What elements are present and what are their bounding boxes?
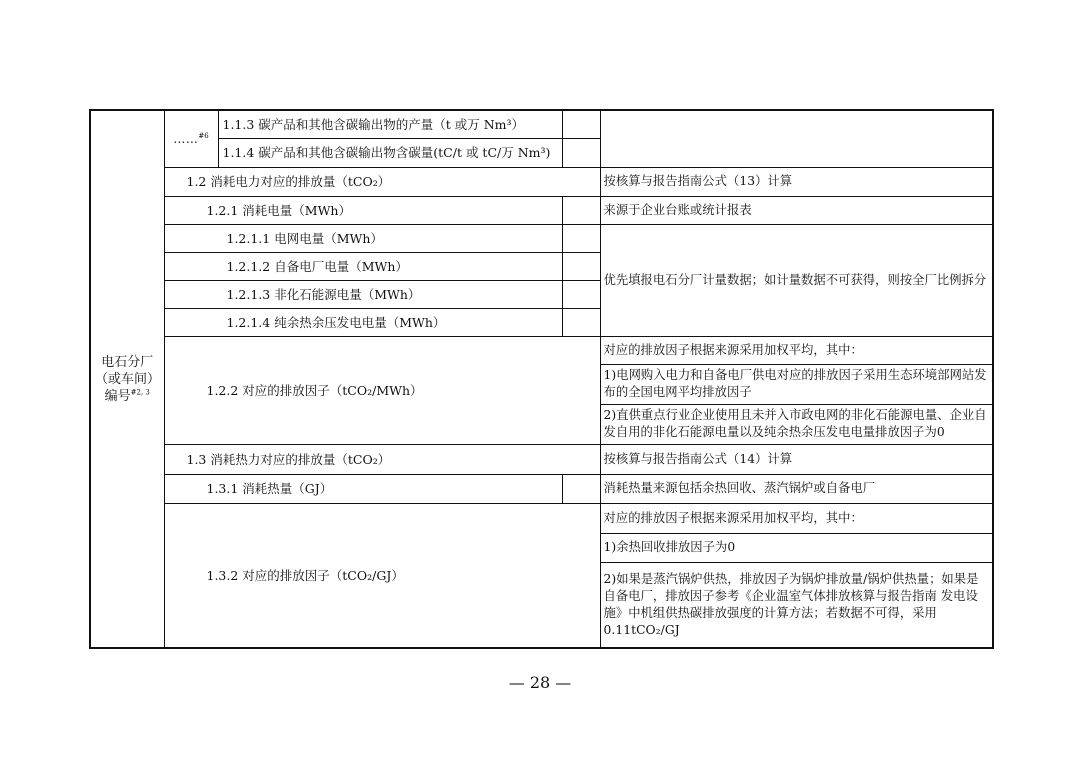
ellipsis-cell xyxy=(164,110,218,167)
emission-data-table xyxy=(89,109,994,649)
item-1-3-1: 1.3.1 消耗热量（GJ） xyxy=(164,474,562,503)
note-cell xyxy=(600,110,993,167)
value-cell[interactable] xyxy=(562,110,600,138)
item-1-2-1-4: 1.2.1.4 纯余热余压发电电量（MWh） xyxy=(164,308,562,336)
table-row xyxy=(90,110,993,138)
note-1-3-2-b: 1)余热回收排放因子为0 xyxy=(600,533,993,562)
note-1-2: 按核算与报告指南公式（13）计算 xyxy=(600,167,993,196)
note-1-2-2-b: 1)电网购入电力和自备电厂供电对应的排放因子采用生态环境部网站发布的全国电网平均排放因子 xyxy=(600,364,993,404)
side-label-line-1: 电石分厂 xyxy=(101,354,154,370)
value-cell[interactable] xyxy=(562,474,600,503)
side-label-cell xyxy=(90,110,164,648)
note-1-2-1: 来源于企业台账或统计报表 xyxy=(600,196,993,224)
side-label-line-2: （或车间） xyxy=(95,371,161,387)
item-1-2-1-2: 1.2.1.2 自备电厂电量（MWh） xyxy=(164,252,562,280)
item-1-2-1: 1.2.1 消耗电量（MWh） xyxy=(164,196,562,224)
item-1-3-2: 1.3.2 对应的排放因子（tCO₂/GJ） xyxy=(164,503,600,648)
value-cell[interactable] xyxy=(562,138,600,167)
table-row xyxy=(90,196,993,224)
item-1-2-2: 1.2.2 对应的排放因子（tCO₂/MWh） xyxy=(164,336,600,444)
item-1-2-1-3: 1.2.1.3 非化石能源电量（MWh） xyxy=(164,280,562,308)
value-cell[interactable] xyxy=(562,196,600,224)
note-1-2-1-x: 优先填报电石分厂计量数据；如计量数据不可获得，则按全厂比例拆分 xyxy=(600,224,993,336)
page-number: — 28 — xyxy=(508,673,572,692)
item-1-2: 1.2 消耗电力对应的排放量（tCO₂） xyxy=(164,167,600,196)
value-cell[interactable] xyxy=(562,280,600,308)
note-1-3: 按核算与报告指南公式（14）计算 xyxy=(600,444,993,474)
table-row xyxy=(90,167,993,196)
note-1-2-2-c: 2)直供重点行业企业使用且未并入市政电网的非化石能源电量、企业自发自用的非化石能源电量以及纯余热余压发电电量排放因子为0 xyxy=(600,404,993,444)
value-cell[interactable] xyxy=(562,308,600,336)
table-row xyxy=(90,224,993,252)
item-1-1-3: 1.1.3 碳产品和其他含碳输出物的产量（t 或万 Nm³） xyxy=(218,110,562,138)
table-row xyxy=(90,474,993,503)
value-cell[interactable] xyxy=(562,252,600,280)
item-1-2-1-1: 1.2.1.1 电网电量（MWh） xyxy=(164,224,562,252)
ellipsis-note: #6 xyxy=(198,131,209,140)
table-row xyxy=(90,444,993,474)
note-1-3-2-c: 2)如果是蒸汽锅炉供热，排放因子为锅炉排放量/锅炉供热量；如果是自备电厂，排放因子参考《企业温室气体排放核算与报告指南 发电设施》中机组供热碳排放强度的计算方法；若数据不可得，采用 0.11tCO₂/GJ xyxy=(600,562,993,648)
table-row xyxy=(90,336,993,364)
note-1-2-2-a: 对应的排放因子根据来源采用加权平均，其中： xyxy=(600,336,993,364)
item-1-1-4: 1.1.4 碳产品和其他含碳输出物含碳量(tC/t 或 tC/万 Nm³) xyxy=(218,138,562,167)
side-label-line-3: 编号 xyxy=(104,388,131,404)
ellipsis: …… xyxy=(173,131,199,146)
value-cell[interactable] xyxy=(562,224,600,252)
note-1-3-2-a: 对应的排放因子根据来源采用加权平均，其中： xyxy=(600,503,993,533)
note-1-3-1: 消耗热量来源包括余热回收、蒸汽锅炉或自备电厂 xyxy=(600,474,993,503)
table-row xyxy=(90,503,993,533)
item-1-3: 1.3 消耗热力对应的排放量（tCO₂） xyxy=(164,444,600,474)
side-label-note: #2, 3 xyxy=(130,388,150,397)
